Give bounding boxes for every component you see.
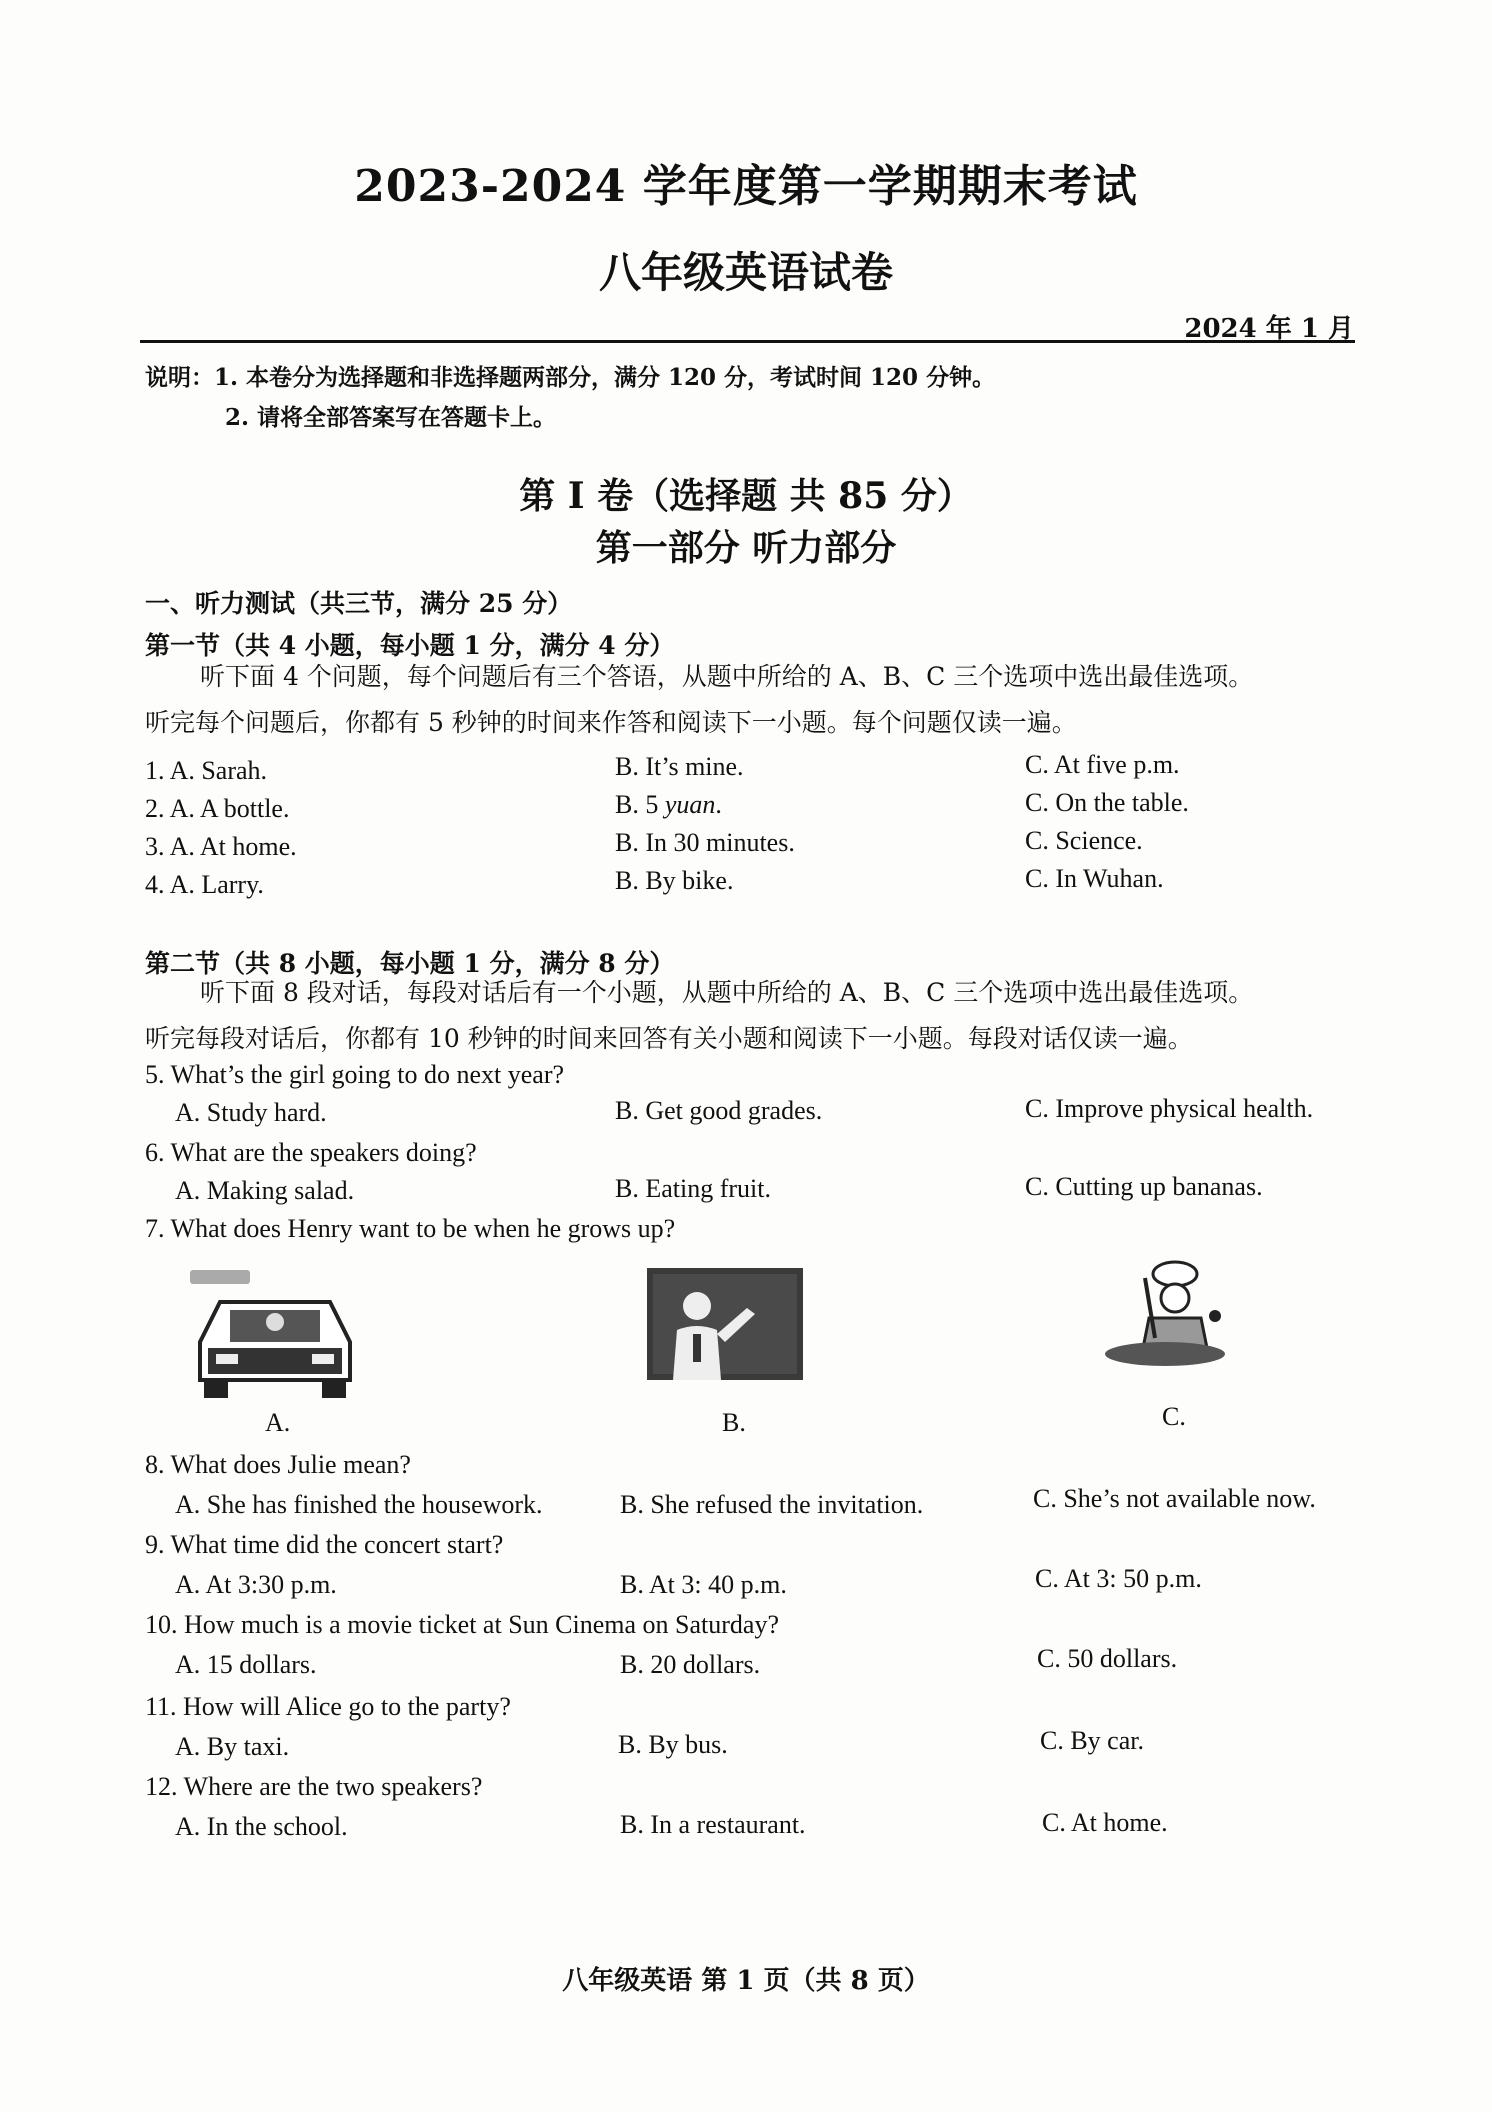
- q12-option-a: A. In the school.: [175, 1812, 348, 1841]
- section1-instr-line1: 听下面 4 个问题，每个问题后有三个答语，从题中所给的 A、B、C 三个选项中选出最佳选项。: [200, 662, 1254, 691]
- q10-option-a: A. 15 dollars.: [175, 1650, 317, 1679]
- q10-option-b: B. 20 dollars.: [620, 1650, 761, 1679]
- exam-date: 2024 年 1 月: [1184, 314, 1354, 344]
- q11-option-c: C. By car.: [1040, 1726, 1144, 1755]
- section1-instr-line2: 听完每个问题后，你都有 5 秒钟的时间来作答和阅读下一小题。每个问题仅读一遍。: [145, 708, 1077, 737]
- section2-instructions: [145, 970, 1375, 1062]
- exam-subtitle: 八年级英语试卷: [598, 248, 893, 297]
- q1-option-c: C. At five p.m.: [1025, 750, 1180, 779]
- section2-instr-line1: 听下面 8 段对话，每段对话后有一个小题，从题中所给的 A、B、C 三个选项中选出最佳选项。: [200, 978, 1254, 1007]
- note-line-2: 2. 请将全部答案写在答题卡上。: [225, 404, 557, 431]
- q4-option-b: B. By bike.: [615, 866, 734, 895]
- q12-option-c: C. At home.: [1042, 1808, 1168, 1837]
- part-title: 第一部分 听力部分: [595, 527, 897, 569]
- chef-image: [1095, 1258, 1245, 1383]
- q12-option-b: B. In a restaurant.: [620, 1810, 806, 1839]
- q9-option-a: A. At 3:30 p.m.: [175, 1570, 337, 1599]
- teacher-image: [647, 1268, 803, 1380]
- section-main-heading: 一、听力测试（共三节，满分 25 分）: [145, 589, 573, 618]
- q5-option-b: B. Get good grades.: [615, 1096, 823, 1125]
- q8-question: 8. What does Julie mean?: [145, 1450, 411, 1479]
- q4-option-c: C. In Wuhan.: [1025, 864, 1164, 893]
- q5-question: 5. What’s the girl going to do next year?: [145, 1060, 565, 1089]
- q5-option-a: A. Study hard.: [175, 1098, 327, 1127]
- volume-title: 第 I 卷（选择题 共 85 分）: [519, 475, 973, 517]
- header-rule: [140, 340, 1355, 343]
- q9-option-b: B. At 3: 40 p.m.: [620, 1570, 787, 1599]
- q6-option-c: C. Cutting up bananas.: [1025, 1172, 1263, 1201]
- q3-option-a: 3. A. At home.: [145, 832, 297, 861]
- q6-question: 6. What are the speakers doing?: [145, 1138, 477, 1167]
- exam-title: 2023-2024 学年度第一学期期末考试: [354, 161, 1138, 212]
- q9-question: 9. What time did the concert start?: [145, 1530, 504, 1559]
- q5-option-c: C. Improve physical health.: [1025, 1094, 1314, 1123]
- q6-option-a: A. Making salad.: [175, 1176, 355, 1205]
- q10-option-c: C. 50 dollars.: [1037, 1644, 1178, 1673]
- q11-option-a: A. By taxi.: [175, 1732, 290, 1761]
- q1-option-b: B. It’s mine.: [615, 752, 744, 781]
- q11-question: 11. How will Alice go to the party?: [145, 1692, 511, 1721]
- instructions-notes: [145, 358, 995, 438]
- q12-question: 12. Where are the two speakers?: [145, 1772, 483, 1801]
- section2-instr-line2: 听完每段对话后，你都有 10 秒钟的时间来回答有关小题和阅读下一小题。每段对话仅读一遍。: [145, 1024, 1193, 1053]
- q7-option-a-label: A.: [265, 1408, 291, 1437]
- q11-option-b: B. By bus.: [618, 1730, 728, 1759]
- q3-option-c: C. Science.: [1025, 826, 1143, 855]
- q3-option-b: B. In 30 minutes.: [615, 828, 795, 857]
- q6-option-b: B. Eating fruit.: [615, 1174, 771, 1203]
- q10-question: 10. How much is a movie ticket at Sun Cinema on Saturday?: [145, 1610, 779, 1639]
- q4-option-a: 4. A. Larry.: [145, 870, 264, 899]
- q8-option-b: B. She refused the invitation.: [620, 1490, 924, 1519]
- note-line-1: 说明：1. 本卷分为选择题和非选择题两部分，满分 120 分，考试时间 120 分钟。: [145, 364, 996, 391]
- q2-option-c: C. On the table.: [1025, 788, 1189, 817]
- page-footer: 八年级英语 第 1 页（共 8 页）: [562, 1966, 930, 1996]
- q7-option-c-label: C.: [1162, 1402, 1186, 1431]
- section1-heading: 第一节（共 4 小题，每小题 1 分，满分 4 分）: [145, 631, 675, 660]
- q1-option-a: 1. A. Sarah.: [145, 756, 268, 785]
- q7-option-b-label: B.: [722, 1408, 746, 1437]
- q7-question: 7. What does Henry want to be when he grows up?: [145, 1214, 676, 1243]
- section2-heading: 第二节（共 8 小题，每小题 1 分，满分 8 分）: [145, 949, 675, 978]
- q8-option-c: C. She’s not available now.: [1033, 1484, 1316, 1513]
- taxi-driver-image: [190, 1262, 360, 1402]
- q2-option-a: 2. A. A bottle.: [145, 794, 290, 823]
- q2-option-b: B. 5 yuan.: [615, 790, 722, 819]
- q9-option-c: C. At 3: 50 p.m.: [1035, 1564, 1202, 1593]
- section1-instructions: [145, 654, 1375, 746]
- q8-option-a: A. She has finished the housework.: [175, 1490, 543, 1519]
